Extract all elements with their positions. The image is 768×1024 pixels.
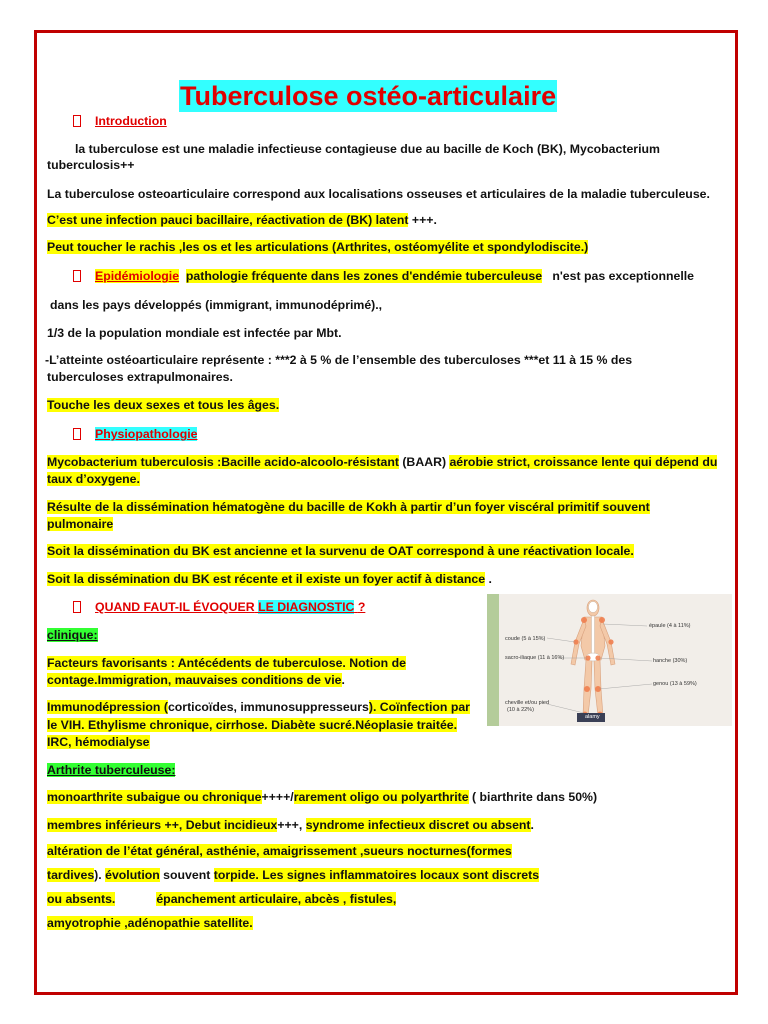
text-line bbox=[47, 499, 650, 515]
highlighted-text: . Les signes inflammatoires locaux sont discrets bbox=[255, 868, 540, 882]
document-title: Tuberculose ostéo-articulaire bbox=[180, 81, 557, 111]
physiopathologie-heading: Physiopathologie bbox=[95, 427, 198, 441]
text-span: ). bbox=[94, 868, 106, 882]
text-span: souvent bbox=[159, 868, 214, 882]
text-line: tuberculoses extrapulmonaires. bbox=[47, 370, 233, 384]
figure-label-coude: coude (5 à 15%) bbox=[505, 636, 546, 642]
arthrite-label: Arthrite tuberculeuse: bbox=[47, 763, 176, 777]
bullet-icon bbox=[73, 270, 81, 282]
bullet-icon bbox=[73, 428, 81, 440]
text-line bbox=[47, 789, 597, 805]
text-line: tuberculosis++ bbox=[47, 158, 135, 172]
highlighted-text: formes bbox=[470, 844, 512, 858]
text-span: corticoïdes, immunosuppresseurs bbox=[167, 700, 369, 714]
subheading-clinique bbox=[47, 627, 98, 643]
figure-label-epaule: épaule (4 à 11%) bbox=[649, 623, 691, 629]
highlighted-text: le VIH. Ethylisme chronique, cirrhose. Diabète sucré.Néoplasie traitée. bbox=[47, 718, 458, 732]
text-line: la tuberculose est une maladie infectieuse contagieuse due au bacille de Koch (BK), Mycobacterium bbox=[75, 142, 660, 156]
text-line bbox=[47, 543, 634, 559]
highlighted-text: taux d’oxygene. bbox=[47, 472, 140, 486]
highlighted-text: Mycobacterium tuberculosis :Bacille acido-alcoolo-résistant bbox=[47, 455, 399, 469]
text-span: ++++/ bbox=[261, 790, 294, 804]
text-line: La tuberculose osteoarticulaire correspond aux localisations osseuses et articulaires de la maladie tuberculeuse. bbox=[47, 187, 710, 201]
highlighted-text: syndrome infectieux discret ou absent bbox=[305, 818, 531, 832]
highlighted-text: Facteurs favorisants : Antécédents de tuberculose. Notion de bbox=[47, 656, 406, 670]
figure-label-genou: genou (13 à 59%) bbox=[653, 681, 697, 687]
diagnostic-heading-highlight: LE DIAGNOSTIC bbox=[258, 600, 355, 614]
text-line bbox=[47, 397, 279, 413]
highlighted-text: Soit la dissémination du BK est récente et il existe un foyer actif à distance bbox=[47, 572, 486, 586]
text-line bbox=[47, 571, 492, 587]
section-diagnostic bbox=[73, 599, 365, 615]
highlighted-text: aérobie strict, croissance lente qui dépend du bbox=[449, 455, 718, 469]
subheading-arthrite bbox=[47, 762, 175, 778]
highlighted-text: pulmonaire bbox=[47, 517, 114, 531]
highlighted-text: Touche les deux sexes et tous les âges. bbox=[47, 398, 280, 412]
text-line: -L’atteinte ostéoarticulaire représente : ***2 à 5 % de l’ensemble des tuberculoses ***et 11 à 15 % des bbox=[45, 353, 633, 367]
text-line: 1/3 de la population mondiale est infectée par Mbt. bbox=[47, 326, 342, 340]
highlighted-text: C’est une infection pauci bacillaire, réactivation de (BK) latent bbox=[47, 213, 409, 227]
epidemiologie-heading: Epidémiologie bbox=[95, 269, 180, 283]
text-line bbox=[47, 239, 588, 255]
text-line bbox=[47, 717, 457, 733]
text-span: n'est pas exceptionnelle bbox=[552, 269, 694, 283]
text-line bbox=[47, 867, 539, 883]
highlighted-text: Peut toucher le rachis ,les os et les articulations (Arthrites, ostéomyélite et spondylodiscite.) bbox=[47, 240, 589, 254]
page-border-bottom bbox=[34, 992, 738, 995]
highlighted-text: Immunodépression ( bbox=[47, 700, 168, 714]
text-span: . bbox=[530, 818, 534, 832]
highlighted-text: rarement oligo ou polyarthrite bbox=[293, 790, 469, 804]
figure-label-hanche: hanche (30%) bbox=[653, 658, 688, 664]
text-span: . bbox=[485, 572, 492, 586]
highlighted-text: contage.Immigration, mauvaises conditions de vie bbox=[47, 673, 342, 687]
text-line bbox=[47, 672, 345, 688]
figure-label-sacro: sacro-iliaque (11 à 16%) bbox=[505, 655, 565, 661]
bullet-icon bbox=[73, 115, 81, 127]
text-line bbox=[47, 212, 437, 228]
text-span: +++. bbox=[408, 213, 437, 227]
text-line bbox=[47, 699, 470, 715]
text-line bbox=[47, 817, 534, 833]
text-span: +++, bbox=[277, 818, 306, 832]
text-line bbox=[47, 891, 396, 907]
highlighted-text: IRC, hémodialyse bbox=[47, 735, 150, 749]
text-line bbox=[47, 843, 512, 859]
text-line bbox=[47, 471, 140, 487]
highlighted-text: Soit la dissémination du BK est ancienne et la survenu de OAT correspond à une réactivation locale. bbox=[47, 544, 634, 558]
highlighted-text: Résulte de la dissémination hématogène du bacille de Kokh à partir d’un foyer viscéral primitif souvent bbox=[47, 500, 650, 514]
text-line bbox=[47, 655, 406, 671]
highlighted-text: torpide bbox=[213, 868, 256, 882]
text-line bbox=[47, 734, 150, 750]
bullet-icon bbox=[73, 601, 81, 613]
section-epidemiologie bbox=[73, 268, 694, 284]
watermark-text: alamy bbox=[585, 714, 600, 720]
text-line bbox=[47, 516, 113, 532]
highlighted-text: monoarthrite subaigue ou chronique bbox=[47, 790, 262, 804]
introduction-heading: Introduction bbox=[95, 114, 167, 128]
figure-label-cheville-pct: (10 à 22%) bbox=[507, 707, 534, 713]
highlighted-text: membres inférieurs ++, Debut incidieux bbox=[47, 818, 278, 832]
highlighted-text: ). Coïnfection par bbox=[368, 700, 470, 714]
section-introduction bbox=[73, 113, 167, 129]
skeleton-illustration bbox=[487, 594, 732, 726]
highlighted-text: ou absents. bbox=[47, 892, 116, 906]
highlighted-text: tardives bbox=[47, 868, 95, 882]
text-span: . bbox=[341, 673, 345, 687]
text-line: dans les pays développés (immigrant, immunodéprimé)., bbox=[50, 298, 383, 312]
diagnostic-heading: QUAND FAUT-IL ÉVOQUER bbox=[95, 600, 255, 614]
highlighted-text: altération de l’état général, asthénie, amaigrissement ,sueurs nocturnes( bbox=[47, 844, 471, 858]
text-span: ( biarthrite dans 50%) bbox=[468, 790, 598, 804]
text-line bbox=[47, 915, 253, 931]
text-line bbox=[47, 454, 717, 470]
diagnostic-heading-end: ? bbox=[357, 600, 366, 614]
text-span: (BAAR) bbox=[398, 455, 450, 469]
clinique-label: clinique: bbox=[47, 628, 98, 642]
figure-label-cheville: cheville et/ou pied bbox=[505, 700, 550, 706]
highlighted-text: amyotrophie ,adénopathie satellite. bbox=[47, 916, 253, 930]
highlighted-text: pathologie fréquente dans les zones d'endémie tuberculeuse bbox=[185, 269, 543, 283]
highlighted-text: évolution bbox=[105, 868, 160, 882]
section-physiopathologie bbox=[73, 426, 197, 442]
highlighted-text: épanchement articulaire, abcès , fistules, bbox=[156, 892, 397, 906]
